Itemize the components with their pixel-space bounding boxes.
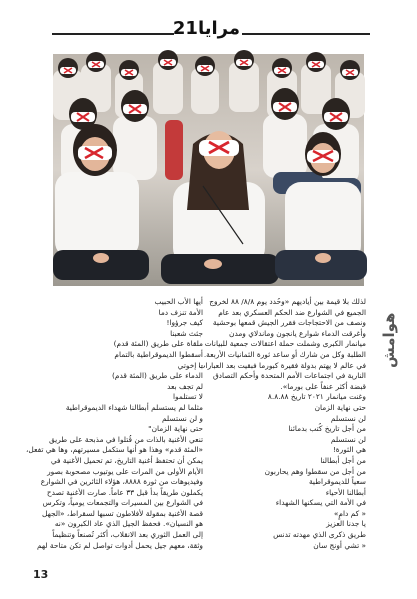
text-line: سعياً للديموقراطية	[308, 477, 366, 487]
text-line: تنعي الأغنية بالذات من قُتلوا في مذبحة على طريق	[49, 434, 203, 444]
text-line: الدماء على طريق (المئة قدم)	[112, 371, 203, 381]
text-line: النارية في اجتماعات الأمم المتحدة وأحكم التصادق	[212, 371, 366, 381]
text-line: في عالم لا يهتم بدولة فقيرة كبورما فبقيت بعد العبارات	[198, 360, 366, 370]
text-line: في الأمة التي يسكنها الشهداء	[275, 498, 366, 508]
page-header	[0, 0, 417, 48]
text-line: لذلك بلا قيمة بين أياديهم «وحُدد يوم ٨/٨/ ٨٨ لخروج	[209, 297, 366, 306]
header-rule-right	[242, 33, 370, 35]
header-rule-left	[52, 33, 174, 35]
text-line: يكملون طريقاً بدأ قبل ٣٣ عاماً. صارت الأغنية تصدح	[46, 487, 203, 497]
text-line: ملقاة على طريق (المئة قدم)	[113, 339, 203, 349]
back-row-figures	[53, 50, 365, 120]
text-line: من أجل تاريخ كُتب بدمائنا	[288, 424, 366, 434]
text-line: هي الثورة!	[332, 445, 366, 455]
text-line: أبطالنا الأحياء	[325, 487, 366, 497]
page-number: 13	[33, 568, 49, 581]
text-line: هو النسيان». فحفظ الجيل الذي عاد الكبرون «نه	[54, 519, 203, 529]
text-line: قبضة أكثر عنفاً على بورما».	[280, 381, 366, 391]
text-line: طريق ذكرى الذي مهدته تدنس	[273, 530, 366, 540]
article-column-left	[26, 297, 203, 551]
text-line: حتى نهاية الزمان	[314, 402, 366, 412]
text-line: من أجل من سقطوا وهم يحاربون	[264, 466, 366, 476]
text-line: الأيام الأولى من المرات على يوتيوب مصحوبة بصور	[47, 466, 203, 476]
text-line: إلى العمل الثوري بعد الانقلاب، أكثر تُصنعاً وتنظيماً	[52, 530, 203, 540]
text-line: الطلبة وكل من شارك أو ساعد ثورة الثمانيات الأربعة.	[203, 349, 366, 359]
text-line: لن نستسلم	[330, 434, 366, 444]
text-line: حتى نهاية الزمان"	[148, 424, 203, 434]
text-line: وأغرقت الدماء شوارع يانجون وماندلاي ومدن	[229, 328, 366, 338]
text-line: يمكن أن تحتفظ أغنية التاريخ، تم تحميل الأغنية في	[50, 455, 203, 465]
text-line: أسقطوا الديموقراطية بالتمام	[114, 349, 203, 359]
text-line: وفيديوهات من ثورة ٨٨٨٨، هؤلاء الثائرين في الشوارع	[40, 477, 203, 487]
text-line: و لن نستسلم	[162, 413, 203, 423]
text-line: كيف جرؤوا!	[166, 318, 203, 328]
text-line: جثث شعبنا	[170, 328, 203, 338]
text-line: من أجل أبطالنا	[320, 455, 366, 465]
protest-photo	[53, 54, 364, 286]
text-line: الجميع في الشوارع ضد الحكم العسكري بعد عام	[218, 307, 366, 317]
text-line: ونصف من الاحتجاجات فقرر الجيش قمعها بوحشية	[212, 318, 366, 328]
text-line: با إخوتي	[177, 360, 203, 370]
text-line: وغنت ميانمار ٢٠٢١ تاريخ ٨.٨.٨٨	[267, 392, 366, 402]
text-line: وثقة، معهم جيل يحمل أدوات تواصل لم تكن متاحة لهم	[36, 540, 203, 550]
text-line: مثلما لم يستسلم أبطالنا شهداء الديموقراطية	[65, 402, 203, 412]
text-line: يا جدنا العزيز	[326, 519, 366, 529]
text-line: « كم دامٍ»	[333, 508, 366, 518]
section-label: هوامش	[380, 312, 398, 368]
text-line: قصة الأغنية بمقولة لأفلاطون تسبها لسقراط، «الجهل	[41, 508, 203, 518]
text-line: لا تستلموا	[172, 392, 203, 402]
text-line: ميانمار الكبرى وشملت حملة اعتقالات جمعية للبيانات	[204, 339, 366, 349]
protest-photo-image	[53, 54, 364, 286]
text-line: « تشي أونج سان	[313, 540, 366, 550]
text-line: «المئة قدم» وهذا هو أنها ستكمل مسيرتهم، وها هي تفعل،	[26, 445, 203, 455]
text-line: لم تجف بعد	[167, 381, 203, 391]
masthead-logo	[172, 18, 240, 39]
text-line: الأمة تنزف دما	[158, 307, 203, 317]
masthead-number: 21	[172, 18, 198, 39]
masthead-prefix: مرايا	[197, 18, 240, 39]
text-line: لن نستسلم	[330, 413, 366, 423]
article-column-right	[198, 297, 366, 551]
text-line: في الشوارع بين المسيرات والتجمعات يومياً، وتكرس	[42, 498, 203, 508]
text-line: أيها الأب الحبيب	[154, 297, 203, 306]
front-row-figures	[53, 124, 367, 284]
